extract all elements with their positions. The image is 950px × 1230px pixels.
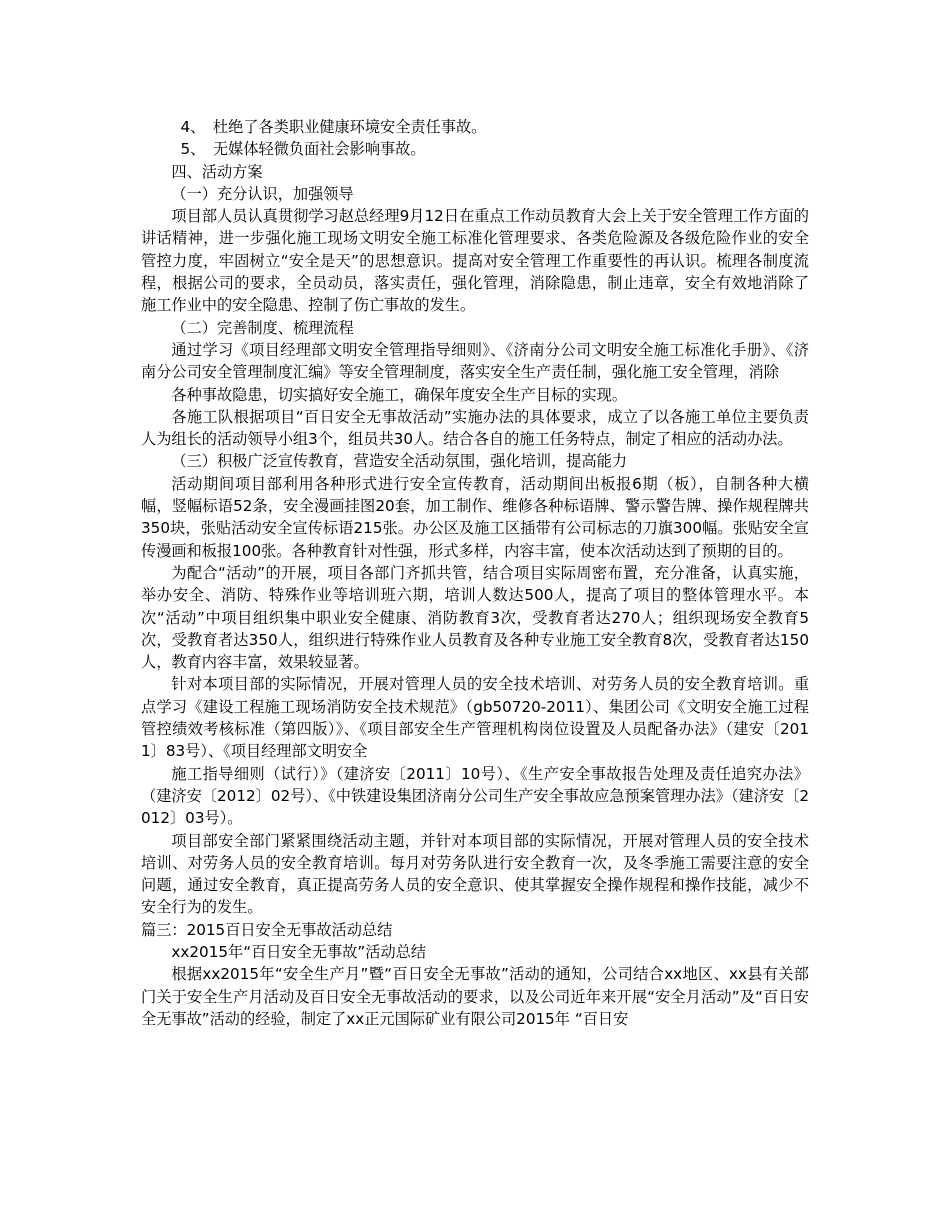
subheading-3: （三）积极广泛宣传教育，营造安全活动氛围，强化培训，提高能力: [171, 452, 628, 471]
body-paragraph: 针对本项目部的实际情况，开展对管理人员的安全技术培训、对劳务人员的安全教育培训。重点学习《建设工程施工现场消防安全技术规范》（gb50720-2011）、集团公司《文明安全施工过程管控绩效考核标准（第四版）》、《项目部安全生产管理机构岗位设置及人员配备办法》（建安〔2011〕83号）、《项目经理部文明安全: [141, 675, 809, 761]
subheading-1: （一）充分认识，加强领导: [171, 184, 354, 203]
body-paragraph: 根据xx2015年“安全生产月”暨“百日安全无事故”活动的通知，公司结合xx地区、xx县有关部门关于安全生产月活动及百日安全无事故活动的要求，以及公司近年来开展“安全月活动”及“百日安全无事故”活动的经验，制定了xx正元国际矿业有限公司2015年 “百日安: [141, 965, 809, 1028]
body-paragraph: 项目部人员认真贯彻学习赵总经理9月12日在重点工作动员教育大会上关于安全管理工作方面的讲话精神，进一步强化施工现场文明安全施工标准化管理要求、各类危险源及各级危险作业的安全管控力度，牢固树立“安全是天”的思想意识。提高对安全管理工作重要性的再认识。梳理各制度流程，根据公司的要求，全员动员，落实责任，强化管理，消除隐患，制止违章，安全有效地消除了施工作业中的安全隐患、控制了伤亡事故的发生。: [141, 207, 809, 315]
subheading-2: （二）完善制度、梳理流程: [171, 318, 354, 337]
body-paragraph: 各种事故隐患，切实搞好安全施工，确保年度安全生产目标的实现。: [171, 385, 628, 404]
list-item-5: 5、 无媒体轻微负面社会影响事故。: [180, 140, 426, 159]
body-paragraph: 通过学习《项目经理部文明安全管理指导细则》、《济南分公司文明安全施工标准化手册》、《济南分公司安全管理制度汇编》等安全管理制度，落实安全生产责任制，强化施工安全管理，消除: [141, 340, 809, 382]
body-paragraph: 活动期间项目部利用各种形式进行安全宣传教育，活动期间出板报6期（板），自制各种大横幅，竖幅标语52条，安全漫画挂图20套，加工制作、维修各种标语牌、警示警告牌、操作规程牌共350块，张贴活动安全宣传标语215张。办公区及施工区插带有公司标志的刀旗300幅。张贴安全宣传漫画和板报100张。各种教育针对性强，形式多样，内容丰富，使本次活动达到了预期的目的。: [141, 474, 809, 560]
section-heading-activity-plan: 四、活动方案: [171, 162, 263, 181]
chapter-title: xx2015年“百日安全无事故”活动总结: [171, 942, 427, 961]
chapter-heading: 篇三：2015百日安全无事故活动总结: [141, 920, 393, 939]
body-paragraph: 项目部安全部门紧紧围绕活动主题，并针对本项目部的实际情况，开展对管理人员的安全技术培训、对劳务人员的安全教育培训。每月对劳务队进行安全教育一次，及冬季施工需要注意的安全问题，通过安全教育，真正提高劳务人员的安全意识、使其掌握安全操作规程和操作技能，减少不安全行为的发生。: [141, 831, 809, 917]
body-paragraph: 施工指导细则（试行）》（建济安〔2011〕10号）、《生产安全事故报告处理及责任追究办法》（建济安〔2012〕02号）、《中铁建设集团济南分公司生产安全事故应急预案管理办法》（建济安〔2012〕03号）。: [141, 764, 809, 828]
body-paragraph: 为配合“活动”的开展，项目各部门齐抓共管，结合项目实际周密布置，充分准备，认真实施，举办安全、消防、特殊作业等培训班六期，培训人数达500人，提高了项目的整体管理水平。本次“活动”中项目组织集中职业安全健康、消防教育3次，受教育者达270人；组织现场安全教育5次，受教育者达350人，组织进行特殊作业人员教育及各种专业施工安全教育8次，受教育者达150人，教育内容丰富，效果较显著。: [141, 563, 809, 672]
body-paragraph: 各施工队根据项目“百日安全无事故活动”实施办法的具体要求，成立了以各施工单位主要负责人为组长的活动领导小组3个，组员共30人。结合各自的施工任务特点，制定了相应的活动办法。: [141, 407, 809, 449]
document-body: [141, 116, 809, 1030]
list-item-4: 4、 杜绝了各类职业健康环境安全责任事故。: [180, 118, 487, 136]
